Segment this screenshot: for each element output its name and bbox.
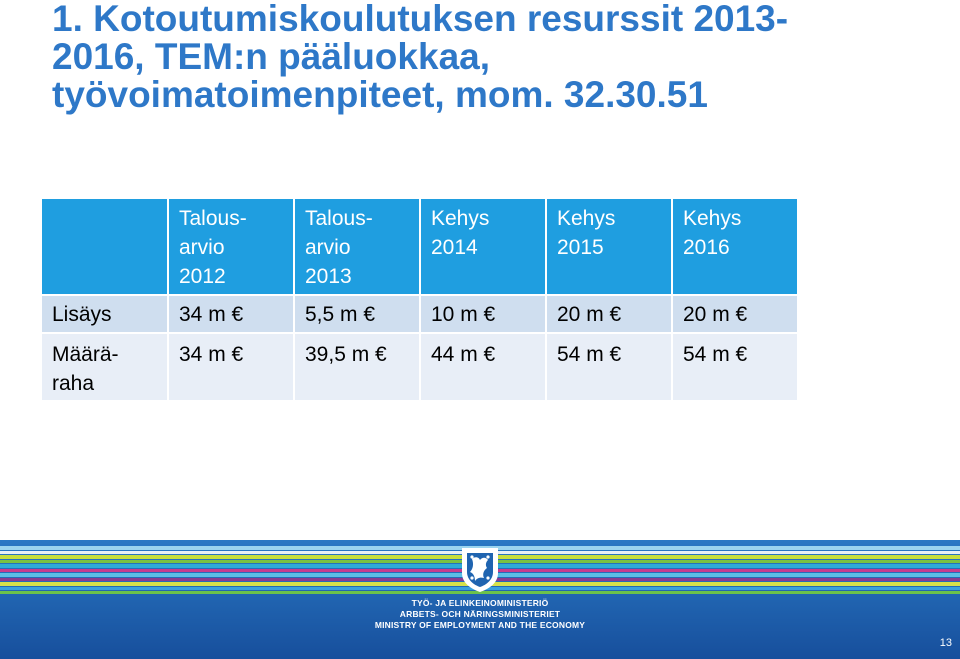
header-talousarvio-2013: Talous- arvio 2013 <box>294 199 420 295</box>
table-row-maararaha <box>42 333 798 401</box>
row-label-maararaha: Määrä- raha <box>42 333 168 401</box>
cell-lisays-2016: 20 m € <box>672 295 798 333</box>
cell-maararaha-2016: 54 m € <box>672 333 798 401</box>
header-empty <box>42 199 168 295</box>
header-kehys-2015: Kehys 2015 <box>546 199 672 295</box>
resource-table <box>42 199 799 402</box>
ministry-name-sv: ARBETS- OCH NÄRINGSMINISTERIET <box>399 609 561 619</box>
title-line-1: 1. Kotoutumiskoulutuksen resurssit 2013- <box>52 0 789 39</box>
title-line-3: työvoimatoimenpiteet, mom. 32.30.51 <box>52 74 708 115</box>
row-label-lisays: Lisäys <box>42 295 168 333</box>
cell-maararaha-2014: 44 m € <box>420 333 546 401</box>
finnish-lion-emblem-icon <box>458 545 502 593</box>
header-talousarvio-2012: Talous- arvio 2012 <box>168 199 294 295</box>
title-line-2: 2016, TEM:n pääluokkaa, <box>52 36 491 77</box>
header-kehys-2016: Kehys 2016 <box>672 199 798 295</box>
ministry-name-fi: TYÖ- JA ELINKEINOMINISTERIÖ <box>411 598 549 608</box>
page-title <box>52 0 932 114</box>
ministry-name-en: MINISTRY OF EMPLOYMENT AND THE ECONOMY <box>374 620 586 630</box>
table-row-lisays <box>42 295 798 333</box>
cell-maararaha-2012: 34 m € <box>168 333 294 401</box>
cell-lisays-2013: 5,5 m € <box>294 295 420 333</box>
table-header-row <box>42 199 798 295</box>
cell-lisays-2015: 20 m € <box>546 295 672 333</box>
cell-maararaha-2013: 39,5 m € <box>294 333 420 401</box>
cell-maararaha-2015: 54 m € <box>546 333 672 401</box>
ministry-name <box>300 598 660 631</box>
cell-lisays-2014: 10 m € <box>420 295 546 333</box>
cell-lisays-2012: 34 m € <box>168 295 294 333</box>
header-kehys-2014: Kehys 2014 <box>420 199 546 295</box>
page-number: 13 <box>939 637 952 649</box>
